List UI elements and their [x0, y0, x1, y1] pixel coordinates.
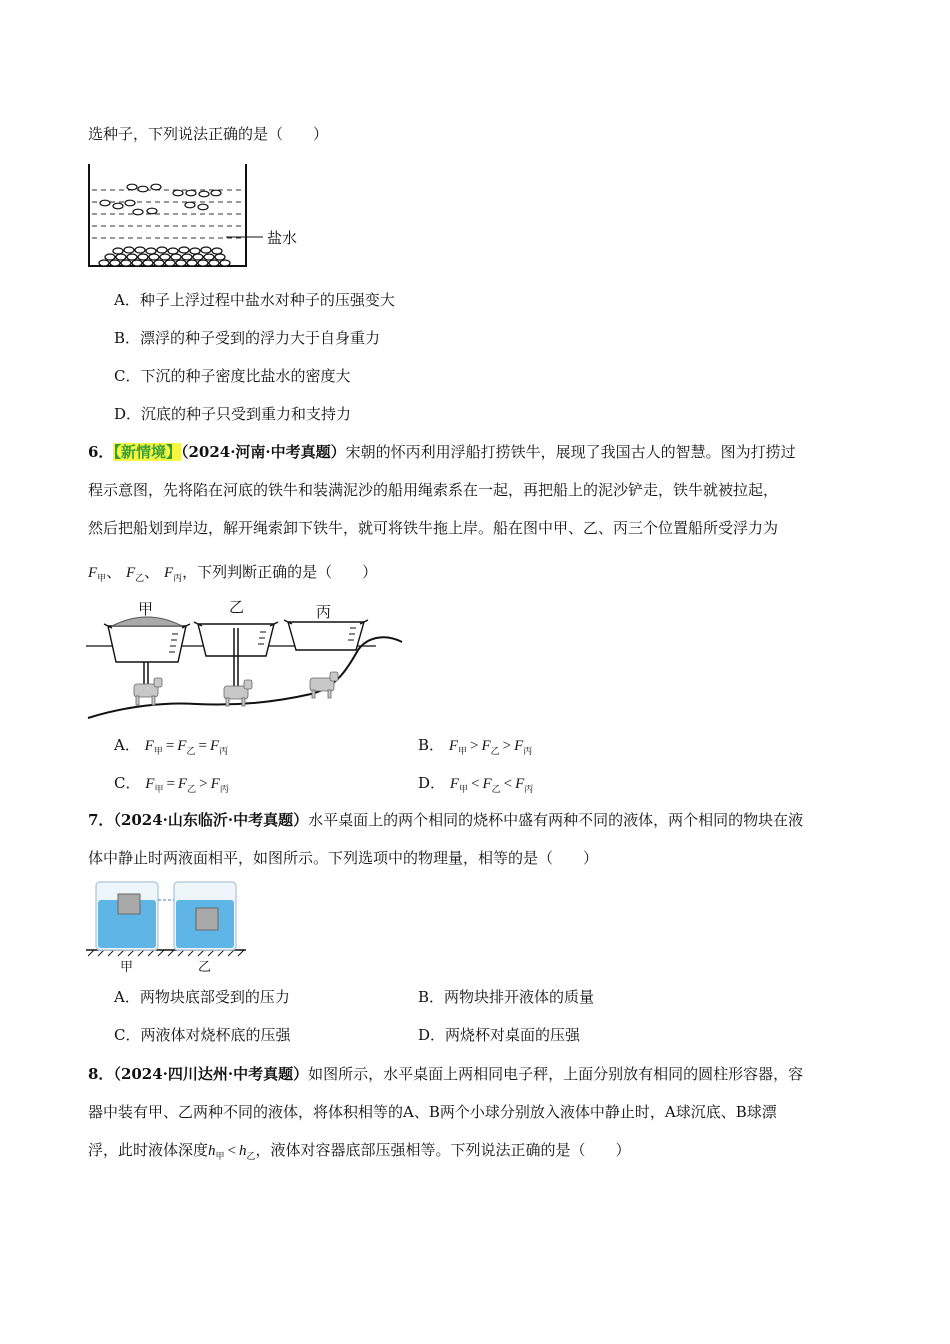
boat-label-bing: 丙 — [316, 603, 332, 621]
q6-option-d: D． $F_甲 < F_乙 < F_丙$ — [418, 774, 534, 794]
q6-option-a: A． $F_甲 = F_乙 = F_丙$ — [114, 736, 229, 756]
q5-option-b: B．漂浮的种子受到的浮力大于自身重力 — [114, 329, 381, 347]
question-number: 7． — [88, 811, 114, 829]
q6-stem-line-3: 然后把船划到岸边，解开绳索卸下铁牛，就可将铁牛拖上岸。船在图中甲、乙、丙三个位置船所受浮力为 — [88, 519, 779, 537]
q5-option-c: C．下沉的种子密度比盐水的密度大 — [114, 367, 351, 385]
q6-stem-line-2: 程示意图，先将陷在河底的铁牛和装满泥沙的船用绳索系在一起，再把船上的泥沙铲走，铁牛就被拉起， — [88, 481, 779, 499]
q7-option-c: C．两液体对烧杯底的压强 — [114, 1026, 291, 1044]
force-bing: $F_丙$ — [163, 565, 183, 583]
q8-stem-text: 如图所示，水平桌面上两相同电子秤，上面分别放有相同的圆柱形容器，容 — [308, 1065, 804, 1083]
q7-stem-text: 水平桌面上的两个相同的烧杯中盛有两种不同的液体，两个相同的物块在液 — [308, 811, 804, 829]
q6-stem-text: 宋朝的怀丙利用浮船打捞铁牛，展现了我国古人的智慧。图为打捞过 — [345, 443, 796, 461]
boat-label-yi: 乙 — [229, 598, 245, 616]
q7-stem-line-1 — [88, 810, 803, 830]
q7-option-d: D．两烧杯对桌面的压强 — [418, 1026, 581, 1044]
question-source: （2024·四川达州·中考真题） — [113, 1065, 309, 1083]
depth-inequality: $h_甲 < h_乙$ — [208, 1143, 256, 1161]
q8-stem-line-1 — [88, 1064, 803, 1084]
question-number: 8． — [88, 1065, 114, 1083]
q6-stem-tail: ，下列判断正确的是（ ） — [182, 563, 378, 581]
q7-figure-two-beakers — [86, 878, 256, 976]
q7-option-a: A．两物块底部受到的压力 — [114, 988, 290, 1006]
separator: 、 — [144, 563, 160, 581]
iron-ox-icon — [134, 672, 338, 706]
separator: 、 — [106, 563, 122, 581]
beaker-label-yi: 乙 — [198, 960, 212, 975]
beaker-label-jia: 甲 — [120, 960, 134, 975]
q5-figure-salt-water-seeds — [86, 160, 316, 272]
boat-label-jia: 甲 — [138, 600, 154, 618]
q5-option-d: D．沉底的种子只受到重力和支持力 — [114, 405, 352, 423]
q7-option-b: B．两物块排开液体的质量 — [418, 988, 595, 1006]
q6-stem-line-1 — [88, 442, 796, 462]
force-yi: $F_乙$ — [125, 565, 145, 583]
force-jia: $F_甲$ — [88, 565, 107, 583]
q7-stem-line-2: 体中静止时两液面相平，如图所示。下列选项中的物理量，相等的是（ ） — [88, 849, 599, 867]
q8-stem-line-3: 浮，此时液体深度$h_甲 < h_乙$，液体对容器底部压强相等。下列说法正确的是（ ） — [88, 1141, 631, 1161]
q6-stem-line-4 — [88, 562, 377, 588]
question-number: 6． — [88, 443, 114, 461]
q6-option-b: B． $F_甲 > F_乙 > F_丙$ — [418, 736, 533, 756]
new-context-tag: 【新情境】 — [113, 443, 181, 461]
q5-option-a: A．种子上浮过程中盐水对种子的压强变大 — [114, 291, 395, 309]
question-source: （2024·河南·中考真题） — [180, 443, 346, 461]
q5-figure-label: 盐水 — [267, 229, 298, 247]
q8-stem-line-2: 器中装有甲、乙两种不同的液体，将体积相等的A、B两个小球分别放入液体中静止时，A球沉底、B球漂 — [88, 1103, 777, 1121]
q6-figure-boat-iron-ox — [86, 598, 408, 724]
question-source: （2024·山东临沂·中考真题） — [113, 811, 309, 829]
q5-stem: 选种子，下列说法正确的是（ ） — [88, 125, 329, 143]
q6-option-c: C． $F_甲 = F_乙 > F_丙$ — [114, 774, 229, 794]
